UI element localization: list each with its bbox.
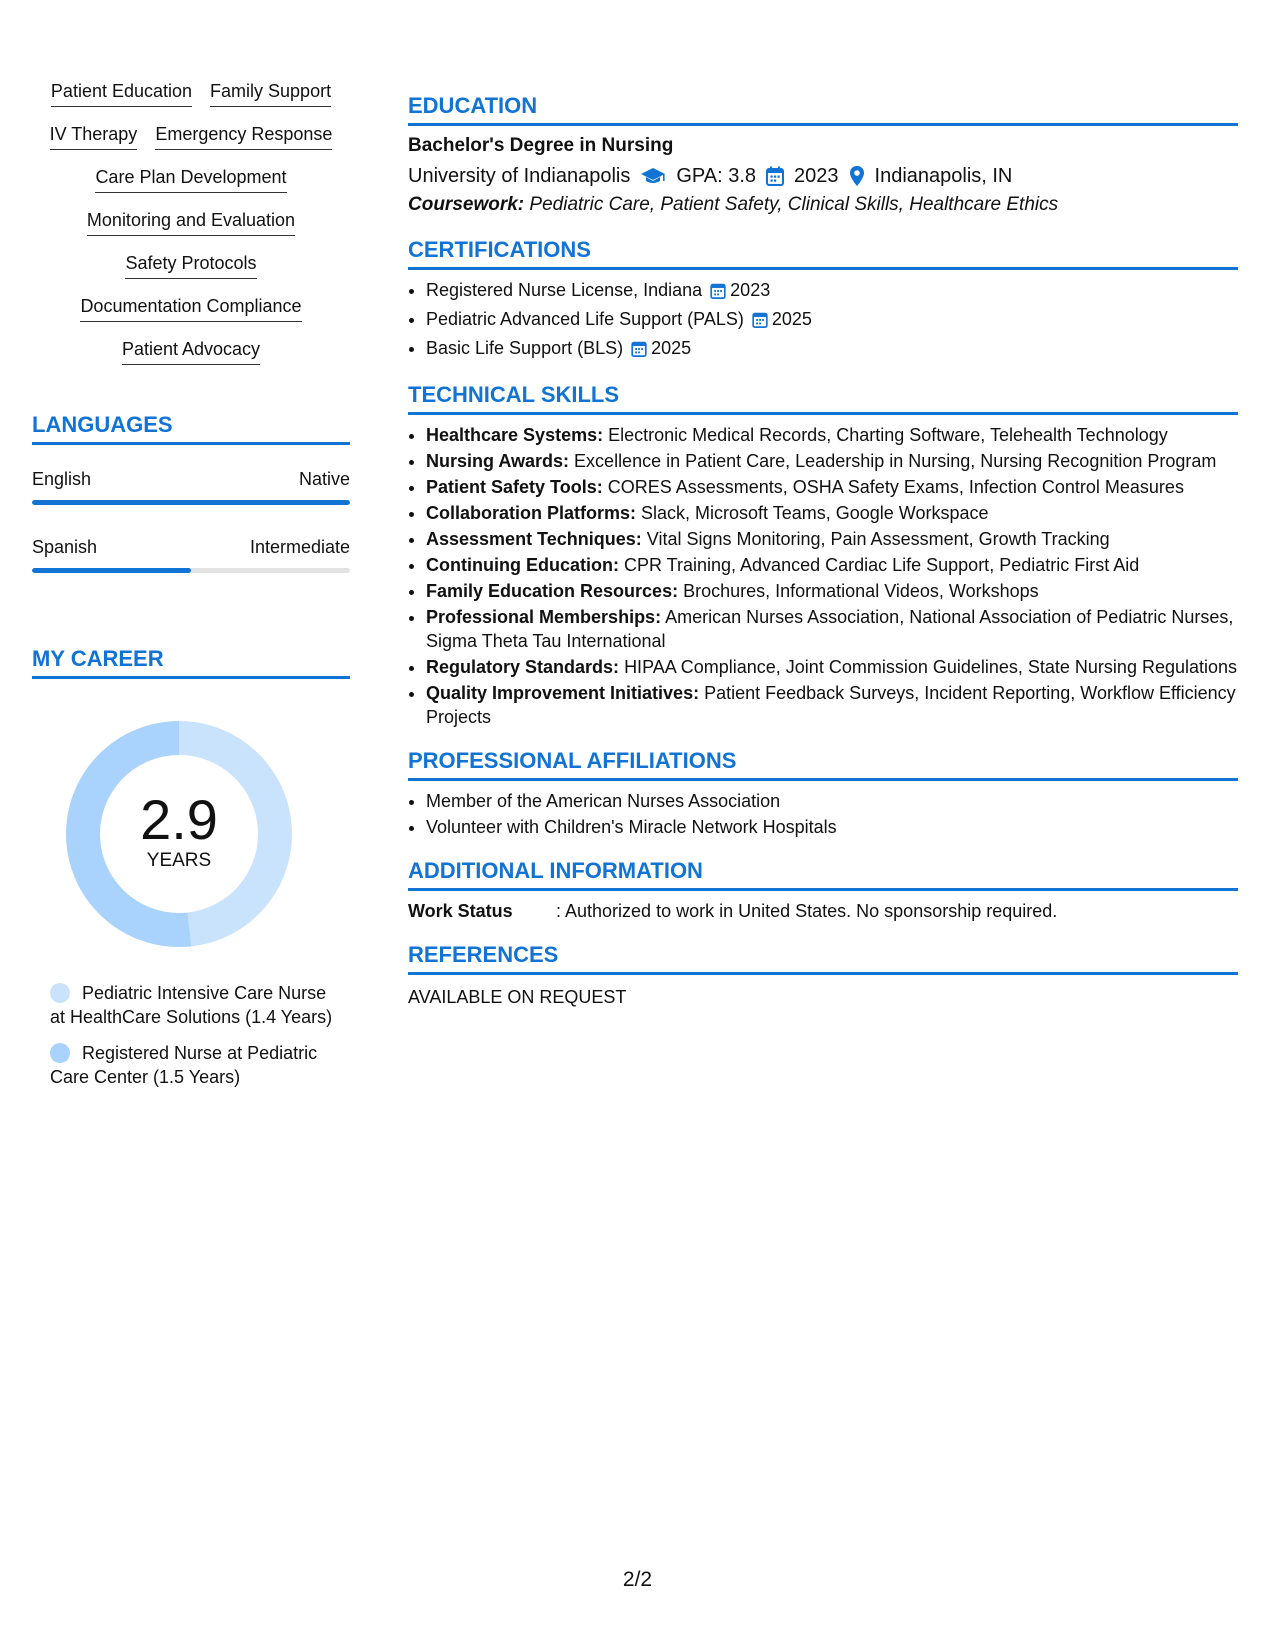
affiliations-title: PROFESSIONAL AFFILIATIONS [408,747,1238,781]
degree: Bachelor's Degree in Nursing [408,135,674,156]
left-column [32,80,350,1101]
skill-tag: Emergency Response [155,123,332,150]
list-item [426,278,1238,305]
right-column [408,92,1238,1027]
language-name: Spanish [32,537,98,557]
skill-label: Quality Improvement Initiatives: [426,683,700,703]
legend-item [50,1041,340,1089]
language-bar-fill [32,568,191,573]
calendar-icon [631,339,647,363]
graduation-cap-icon [640,166,666,186]
language-item [32,467,350,505]
skill-tag: Patient Education [51,80,192,107]
skill-tag: Patient Advocacy [122,338,260,365]
skill-label: Family Education Resources: [426,581,679,601]
skill-text: Vital Signs Monitoring, Pain Assessment, Growth Tracking [646,529,1110,549]
skill-label: Continuing Education: [426,555,619,575]
legend-text: Pediatric Intensive Care Nurse at HealthCare Solutions (1.4 Years) [50,983,333,1027]
technical-skills-title: TECHNICAL SKILLS [408,381,1238,415]
list-item [426,553,1238,577]
technical-skills-list [408,423,1238,729]
references-section [408,941,1238,1009]
list-item: • Member of the American Nurses Association [426,789,1238,813]
legend-item [50,981,340,1029]
certifications-list [408,278,1238,363]
affiliations-section [408,747,1238,839]
certifications-title: CERTIFICATIONS [408,236,1238,270]
cert-year: 2023 [730,280,771,300]
references-text: AVAILABLE ON REQUEST [408,987,627,1007]
list-item [426,605,1238,653]
list-item [426,336,1238,363]
page-number: 2/2 [622,1568,653,1591]
skill-tag: Safety Protocols [125,252,256,279]
work-status-value: : Authorized to work in United States. No sponsorship required. [556,901,1058,921]
skill-text: Slack, Microsoft Teams, Google Workspace [641,503,989,523]
skill-label: Healthcare Systems: [426,425,604,445]
legend-dot [50,983,70,1003]
education-meta [408,162,1238,190]
skill-text: CORES Assessments, OSHA Safety Exams, Infection Control Measures [607,477,1184,497]
skill-tag: Family Support [210,80,331,107]
skill-tag: Care Plan Development [95,166,286,193]
coursework [408,192,1238,218]
cert-year: 2025 [651,338,692,358]
gpa: GPA: 3.8 [676,165,757,187]
additional-info-section [408,857,1238,923]
work-status-row [408,899,1238,923]
calendar-icon [752,310,768,334]
career-total: 2.9 [140,788,218,851]
skill-label: Patient Safety Tools: [426,477,603,497]
career-donut [66,721,292,947]
list-item [426,307,1238,334]
skill-tag: Monitoring and Evaluation [87,209,295,236]
languages-section [32,411,350,573]
cert-year: 2025 [771,309,812,329]
career-section [32,645,350,1089]
list-item [426,527,1238,551]
language-bar [32,568,350,573]
list-item [426,579,1238,603]
skill-text: CPR Training, Advanced Cardiac Life Support, Pediatric First Aid [623,555,1140,575]
skill-tag: IV Therapy [50,123,138,150]
list-item [426,449,1238,473]
work-status-label: Work Status [408,901,513,921]
school-name: University of Indianapolis [408,165,631,187]
school-location: Indianapolis, IN [874,165,1013,187]
list-item [426,681,1238,729]
skill-label: Regulatory Standards: [426,657,620,677]
coursework-label: Coursework: [408,194,525,215]
skill-label: Professional Memberships: [426,607,662,627]
skill-text: Electronic Medical Records, Charting Software, Telehealth Technology [608,425,1168,445]
calendar-icon [766,166,784,186]
references-title: REFERENCES [408,941,1238,975]
skill-tag: Documentation Compliance [80,295,301,322]
skills-tags [32,80,350,365]
cert-name: Basic Life Support (BLS) [426,338,624,358]
technical-skills-section [408,381,1238,729]
legend-text: Registered Nurse at Pediatric Care Center (1.5 Years) [50,1043,318,1087]
affiliations-list [408,789,1238,839]
graduation-year: 2023 [794,165,839,187]
education-title: EDUCATION [408,92,1238,126]
language-name: English [32,469,92,489]
certifications-section [408,236,1238,363]
cert-name: Pediatric Advanced Life Support (PALS) [426,309,744,329]
coursework-text: Pediatric Care, Patient Safety, Clinical Skills, Healthcare Ethics [529,194,1059,215]
skill-text: Excellence in Patient Care, Leadership in Nursing, Nursing Recognition Program [574,451,1217,471]
skill-label: Nursing Awards: [426,451,570,471]
education-section [408,92,1238,218]
skill-text: HIPAA Compliance, Joint Commission Guidelines, State Nursing Regulations [624,657,1238,677]
list-item [426,475,1238,499]
language-bar-fill [32,500,350,505]
skill-text: Brochures, Informational Videos, Workshops [683,581,1039,601]
language-bar [32,500,350,505]
skill-text: American Nurses Association, National Association of Pediatric Nurses, Sigma Theta Tau International [426,607,1234,651]
skill-label: Assessment Techniques: [426,529,642,549]
legend-dot [50,1043,70,1063]
list-item: • Volunteer with Children's Miracle Network Hospitals [426,815,1238,839]
location-pin-icon [849,165,865,187]
languages-title: LANGUAGES [32,411,350,445]
career-title: MY CAREER [32,645,350,679]
language-level: Native [298,469,350,489]
additional-info-title: ADDITIONAL INFORMATION [408,857,1238,891]
career-legend [32,981,340,1089]
list-item [426,655,1238,679]
calendar-icon [710,281,726,305]
cert-name: Registered Nurse License, Indiana [426,280,703,300]
skill-text: Patient Feedback Surveys, Incident Reporting, Workflow Efficiency Projects [426,683,1236,727]
career-unit: YEARS [146,850,212,871]
language-item [32,535,350,573]
language-level: Intermediate [249,537,350,557]
list-item [426,501,1238,525]
skill-label: Collaboration Platforms: [426,503,637,523]
list-item [426,423,1238,447]
